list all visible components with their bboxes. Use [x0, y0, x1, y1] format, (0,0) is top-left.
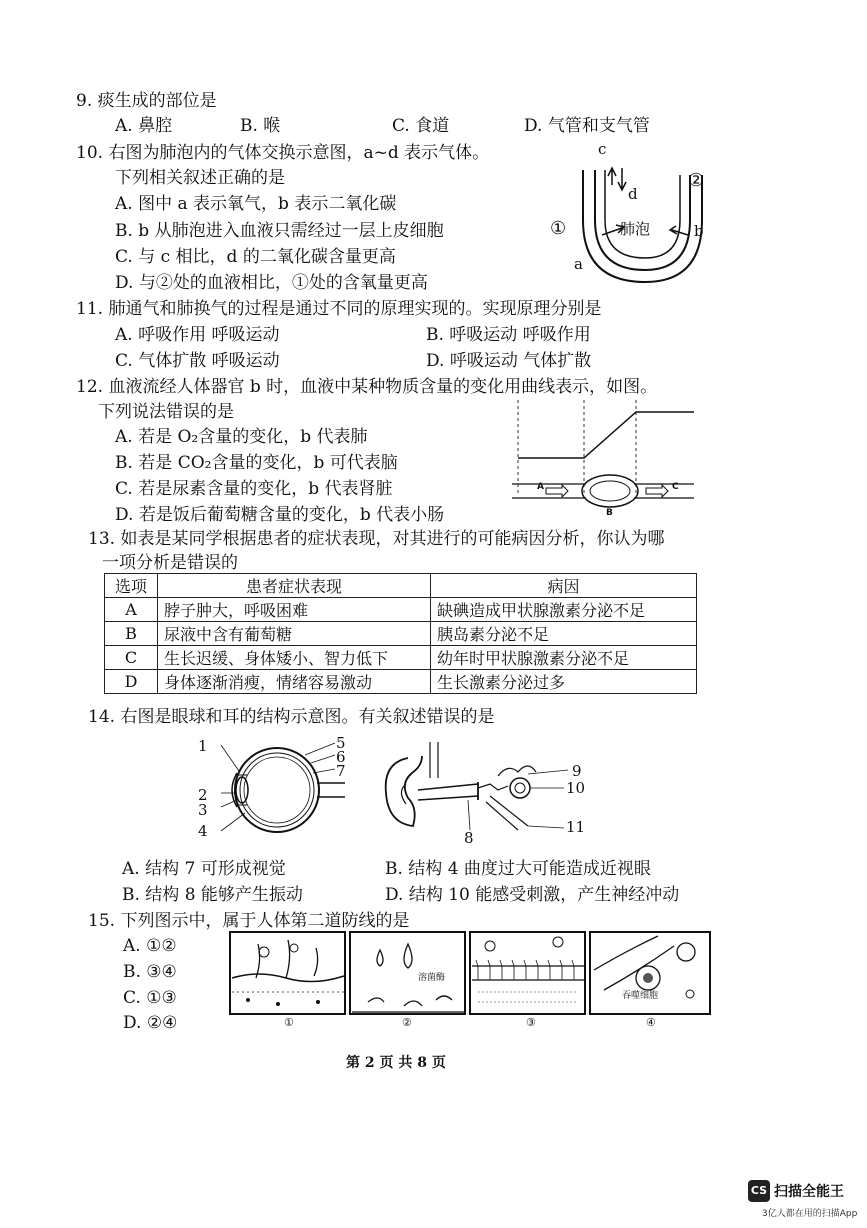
table-row [105, 646, 697, 670]
alveolus-label-two: ② [688, 170, 705, 191]
q13-stem-2: 一项分析是错误的 [102, 553, 238, 573]
q14-stem: 14. 右图是眼球和耳的结构示意图。有关叙述错误的是 [88, 707, 495, 727]
alveolus-diagram [540, 140, 720, 290]
table-header-row [105, 574, 697, 598]
table-cell: D [105, 670, 158, 694]
scanner-logo-icon: CS [748, 1180, 770, 1202]
table-cell: 身体逐渐消瘦，情绪容易激动 [158, 670, 431, 694]
q11-option-c: C. 气体扩散 呼吸运动 [115, 351, 280, 371]
q13-stem: 13. 如表是某同学根据患者的症状表现，对其进行的可能病因分析，你认为哪 [88, 529, 665, 549]
panel-2-label: 溶菌酶 [418, 973, 446, 983]
q9-stem: 9. 痰生成的部位是 [76, 91, 217, 111]
alveolus-label-d: d [628, 185, 638, 203]
q11-option-d: D. 呼吸运动 气体扩散 [426, 351, 592, 371]
panel-2-number: ② [402, 1016, 412, 1029]
graph-label-c: C [672, 482, 679, 492]
q9-option-d: D. 气管和支气管 [524, 116, 650, 136]
ear-label-9: 9 [572, 762, 582, 780]
q14-option-a: A. 结构 7 可形成视觉 [122, 859, 286, 879]
panel-1-number: ① [284, 1016, 294, 1029]
q15-stem: 15. 下列图示中，属于人体第二道防线的是 [88, 911, 410, 931]
table-header-cell: 选项 [105, 574, 158, 598]
table-cell: 生长迟缓、身体矮小、智力低下 [158, 646, 431, 670]
q11-stem: 11. 肺通气和肺换气的过程是通过不同的原理实现的。实现原理分别是 [76, 299, 602, 319]
q14-option-d: D. 结构 10 能感受刺激，产生神经冲动 [385, 885, 680, 905]
table-cell: 缺碘造成甲状腺激素分泌不足 [431, 598, 697, 622]
eye-label-4: 4 [198, 822, 208, 840]
q10-option-a: A. 图中 a 表示氧气，b 表示二氧化碳 [115, 194, 397, 214]
table-header-cell: 病因 [431, 574, 697, 598]
q10-sub: 下列相关叙述正确的是 [115, 168, 285, 188]
q15-option-b: B. ③④ [123, 962, 177, 982]
ear-label-11: 11 [566, 818, 586, 836]
q12-option-b: B. 若是 CO₂含量的变化，b 可代表脑 [115, 453, 398, 473]
table-row [105, 622, 697, 646]
q9-option-c: C. 食道 [392, 116, 450, 136]
ear-diagram [378, 738, 568, 838]
table-row [105, 670, 697, 694]
q12-option-a: A. 若是 O₂含量的变化，b 代表肺 [115, 427, 368, 447]
scanner-watermark [748, 1180, 844, 1202]
q9-option-a: A. 鼻腔 [115, 116, 173, 136]
table-cell: A [105, 598, 158, 622]
q10-option-b: B. b 从肺泡进入血液只需经过一层上皮细胞 [115, 221, 444, 241]
table-cell: C [105, 646, 158, 670]
graph-label-b: B [606, 508, 613, 518]
alveolus-label-one: ① [550, 218, 567, 239]
ear-label-10: 10 [566, 779, 586, 797]
table-cell: 脖子肿大，呼吸困难 [158, 598, 431, 622]
ear-label-8: 8 [464, 829, 474, 847]
q12-sub: 下列说法错误的是 [98, 402, 234, 422]
eye-label-7: 7 [336, 762, 346, 780]
panel-3-number: ③ [526, 1016, 536, 1029]
q9-option-b: B. 喉 [240, 116, 281, 136]
table-cell: 幼年时甲状腺激素分泌不足 [431, 646, 697, 670]
scanner-app-name: 扫描全能王 [774, 1184, 844, 1200]
alveolus-label-b: b [694, 222, 704, 240]
q10-option-c: C. 与 c 相比，d 的二氧化碳含量更高 [115, 247, 396, 267]
q14-option-c: B. 结构 8 能够产生振动 [122, 885, 303, 905]
eye-label-1: 1 [198, 737, 208, 755]
q10-stem: 10. 右图为肺泡内的气体交换示意图，a~d 表示气体。 [76, 143, 490, 163]
panel-4-number: ④ [646, 1016, 656, 1029]
q11-option-a: A. 呼吸作用 呼吸运动 [115, 325, 280, 345]
alveolus-label-c: c [598, 140, 607, 158]
panel-4-label: 吞噬细胞 [622, 991, 659, 1001]
eye-diagram [205, 735, 355, 845]
blood-flow-graph [512, 400, 702, 520]
q12-stem: 12. 血液流经人体器官 b 时，血液中某种物质含量的变化用曲线表示，如图。 [76, 377, 658, 397]
symptom-table [104, 573, 697, 694]
q10-option-d: D. 与②处的血液相比，①处的含氧量更高 [115, 273, 428, 293]
eye-label-2: 2 [198, 786, 208, 804]
table-row [105, 598, 697, 622]
table-cell: 尿液中含有葡萄糖 [158, 622, 431, 646]
alveolus-label-text: 肺泡 [620, 220, 651, 238]
q12-option-c: C. 若是尿素含量的变化，b 代表肾脏 [115, 479, 393, 499]
table-cell: 生长激素分泌过多 [431, 670, 697, 694]
q15-option-d: D. ②④ [123, 1013, 178, 1033]
q15-option-a: A. ①② [123, 936, 177, 956]
scanner-tagline: 3亿人都在用的扫描App [762, 1209, 858, 1219]
table-cell: B [105, 622, 158, 646]
table-header-cell: 患者症状表现 [158, 574, 431, 598]
q15-option-c: C. ①③ [123, 988, 177, 1008]
q11-option-b: B. 呼吸运动 呼吸作用 [426, 325, 591, 345]
alveolus-label-a: a [574, 255, 583, 273]
q12-option-d: D. 若是饭后葡萄糖含量的变化，b 代表小肠 [115, 505, 445, 525]
eye-label-3: 3 [198, 801, 208, 819]
defense-panels [228, 930, 713, 1026]
q14-option-b: B. 结构 4 曲度过大可能造成近视眼 [385, 859, 651, 879]
eye-label-6: 6 [336, 748, 346, 766]
graph-label-a: A [537, 482, 544, 492]
page-footer: 第 2 页 共 8 页 [346, 1055, 446, 1071]
eye-label-5: 5 [336, 734, 346, 752]
table-cell: 胰岛素分泌不足 [431, 622, 697, 646]
